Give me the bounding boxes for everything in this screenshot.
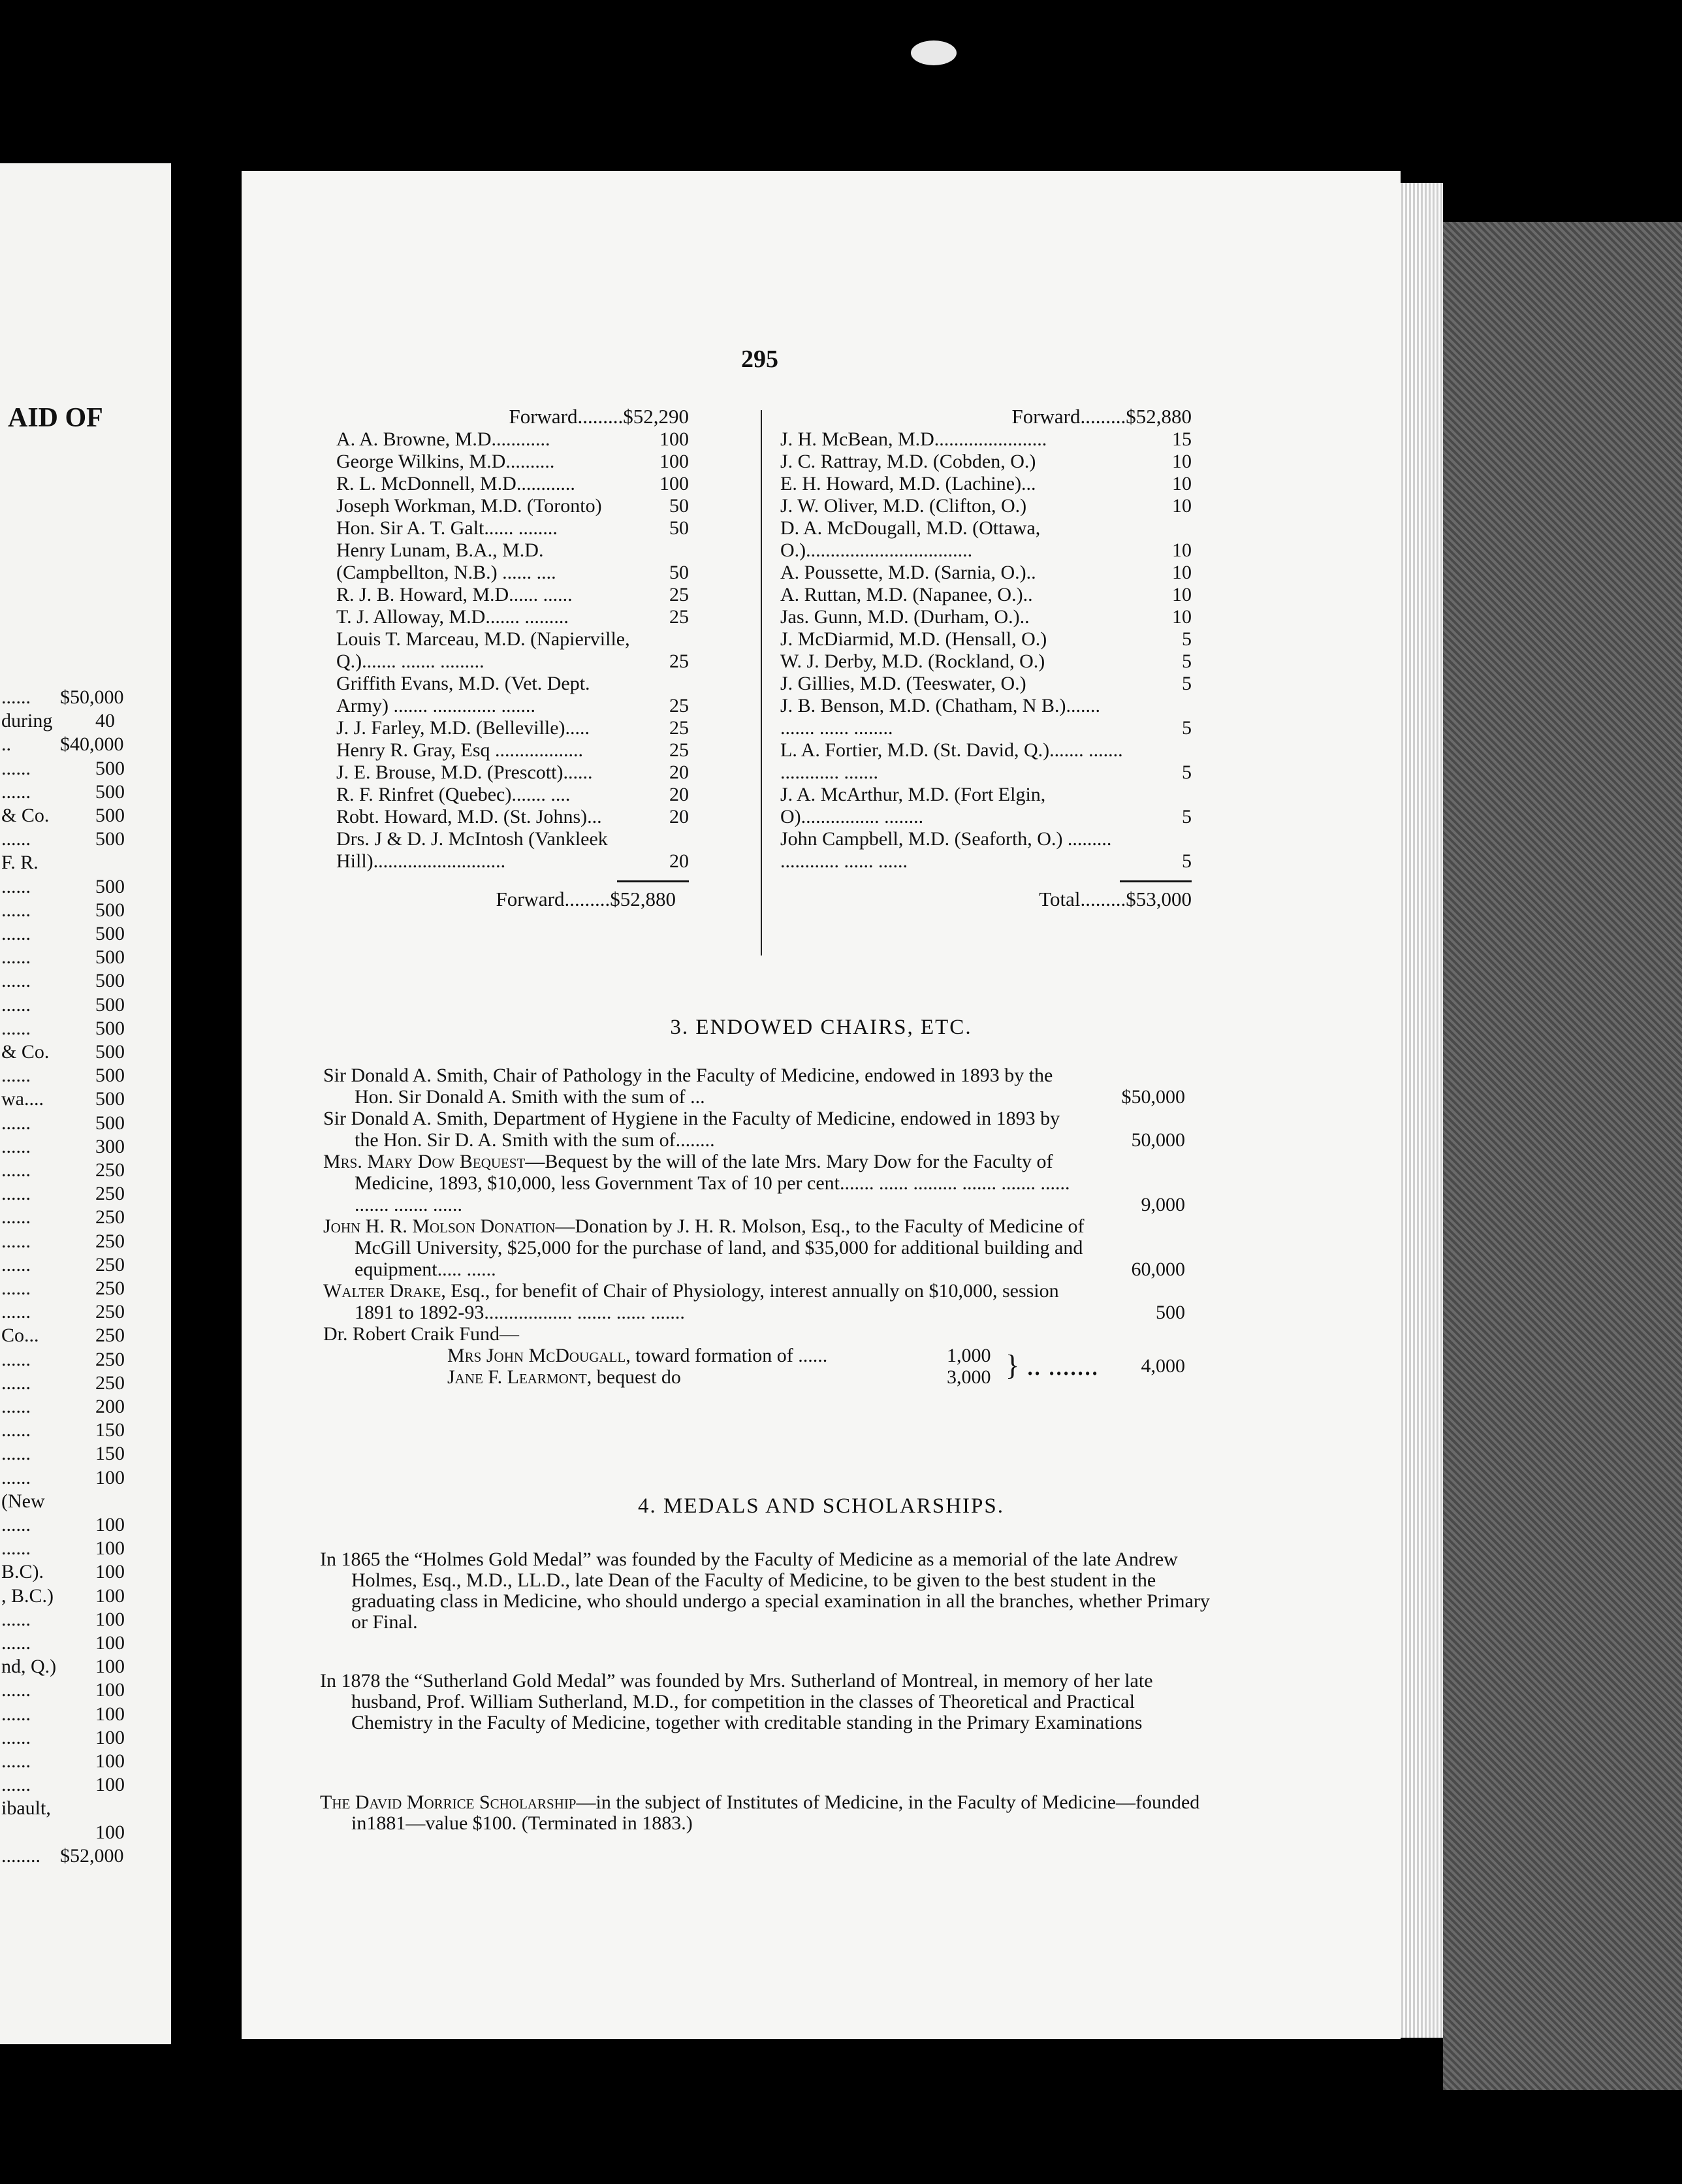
- left-page-row-text: ......: [1, 1159, 31, 1181]
- left-page-row-text: ......: [1, 1348, 31, 1370]
- forward-bottom-left: Forward.........$52,880: [496, 888, 676, 910]
- chair-amount: $50,000: [1121, 1086, 1185, 1108]
- left-page-row-value: 100: [95, 1656, 125, 1678]
- left-page-row-value: 500: [95, 1065, 125, 1087]
- book-cover: [1443, 222, 1682, 2090]
- left-page-row-value: 100: [95, 1632, 125, 1654]
- left-page-row-text: ibault,: [1, 1797, 51, 1820]
- subscriber-entry: [336, 606, 689, 628]
- subscriber-amount: 20: [669, 784, 689, 805]
- left-page-row-text: & Co.: [1, 1041, 50, 1063]
- left-page-row: [0, 733, 171, 756]
- subscriber-entry: [780, 828, 1192, 873]
- left-page-row: [0, 993, 171, 1017]
- left-page-row: [0, 1277, 171, 1300]
- left-page-row-text: ......: [1, 923, 31, 944]
- chair-text: Sir Donald A. Smith, Chair of Pathology in the Faculty of Medicine, endowed in 1893 by the Hon. Sir Donald A. Smith with the sum of ...: [323, 1065, 1053, 1108]
- subscriber-amount: 20: [669, 850, 689, 872]
- left-page-row: [0, 1087, 171, 1111]
- left-page-row: [0, 922, 171, 946]
- craik-subscriptions: [323, 1345, 1185, 1388]
- subscriber-entry: [780, 584, 1192, 606]
- right-entries: [780, 428, 1192, 873]
- left-page-row-value: 250: [95, 1301, 125, 1323]
- left-page-row-value: 250: [95, 1159, 125, 1181]
- craik-sub-item: Jane F. Learmont, bequest do 3,000: [447, 1366, 991, 1388]
- left-page-row-value: 150: [95, 1443, 125, 1465]
- subscriber-name: R. L. McDonnell, M.D............: [336, 473, 575, 494]
- left-page-row: [0, 946, 171, 969]
- left-page-row-value: $40,000: [60, 733, 124, 756]
- subscriber-entry: [780, 473, 1192, 495]
- chair-entry: [323, 1108, 1185, 1151]
- left-page-row-value: 100: [95, 1703, 125, 1725]
- sum-rule: [617, 880, 689, 882]
- endowed-chairs-list: [323, 1065, 1185, 1388]
- sutherland-medal-paragraph: In 1878 the “Sutherland Gold Medal” was founded by Mrs. Sutherland of Montreal, in memory of her late husband, Prof. William Sutherland, M.D., for competition in the classes of Theoretical and Practical Chemistry in the Faculty of Medicine, together with creditable standing in the Primary Examinations: [320, 1670, 1153, 1733]
- left-page-row-value: 200: [95, 1396, 125, 1417]
- left-page-row-text: Co...: [1, 1325, 39, 1347]
- subscriber-entry: [780, 695, 1192, 739]
- chair-text: —Bequest by the will of the late Mrs. Mary Dow for the Faculty of Medicine, 1893, $10,000, less Government Tax of 10 per cent....... ...... ......... ....... ....... ...... ....... ....... ......: [355, 1151, 1070, 1215]
- left-page-row-value: 100: [95, 1750, 125, 1772]
- chair-entry: [323, 1215, 1185, 1280]
- left-page-row: [0, 1466, 171, 1490]
- left-page-row-value: 100: [95, 1679, 125, 1701]
- chair-entry: [323, 1151, 1185, 1215]
- left-page-row-value: 40: [95, 710, 115, 732]
- left-page-row-value: 500: [95, 993, 125, 1016]
- subscriber-name: J. A. McArthur, M.D. (Fort Elgin, O)................ ........: [780, 784, 1046, 827]
- subscriber-name: J. W. Oliver, M.D. (Clifton, O.): [780, 495, 1027, 517]
- subscriber-entry: [336, 784, 689, 806]
- subscriber-name: A. Poussette, M.D. (Sarnia, O.)..: [780, 562, 1036, 583]
- left-page-row: [0, 1324, 171, 1347]
- left-page-row: [0, 1797, 171, 1820]
- chair-lead: Mrs. Mary Dow Bequest: [323, 1151, 526, 1172]
- left-page-row-text: ......: [1, 757, 31, 779]
- chair-items: [323, 1065, 1185, 1323]
- chair-entry: [323, 1280, 1185, 1323]
- subscriber-name: E. H. Howard, M.D. (Lachine)...: [780, 473, 1036, 494]
- subscriber-entry: [336, 451, 689, 473]
- chair-text: Sir Donald A. Smith, Department of Hygiene in the Faculty of Medicine, endowed in 1893 by the Hon. Sir D. A. Smith with the sum of........: [323, 1108, 1060, 1151]
- paper-speck: [911, 40, 957, 65]
- subscriber-amount: 100: [659, 428, 689, 450]
- subscriber-name: J. B. Benson, M.D. (Chatham, N B.)....... ....... ...... ........: [780, 695, 1100, 739]
- left-page-row-value: $52,000: [60, 1844, 124, 1867]
- subscriber-name: D. A. McDougall, M.D. (Ottawa, O.)..................................: [780, 517, 1041, 561]
- left-page-row-text: ......: [1, 1301, 31, 1323]
- subscriber-name: J. J. Farley, M.D. (Belleville).....: [336, 717, 590, 739]
- left-page-row: [0, 757, 171, 780]
- left-page-row-text: ..: [1, 733, 11, 756]
- left-page-row-value: 500: [95, 923, 125, 944]
- subscriber-entry: [336, 628, 689, 673]
- left-page-row: [0, 804, 171, 827]
- left-page-row: [0, 1608, 171, 1631]
- left-page-row-text: ......: [1, 780, 31, 803]
- subscriber-amount: 5: [1182, 806, 1192, 827]
- subscriber-amount: 10: [1172, 539, 1192, 561]
- left-page-row: [0, 1017, 171, 1040]
- left-page-row-text: ......: [1, 1632, 31, 1654]
- subscriber-entry: [336, 473, 689, 495]
- subscriber-name: Jas. Gunn, M.D. (Durham, O.)..: [780, 606, 1030, 628]
- subscriber-name: A. A. Browne, M.D............: [336, 428, 550, 450]
- left-page-row: [0, 1182, 171, 1206]
- left-page-row-text: ......: [1, 1703, 31, 1725]
- subscriber-amount: 25: [669, 717, 689, 739]
- subscriber-entry: [780, 495, 1192, 517]
- left-page-row-text: ......: [1, 1514, 31, 1535]
- subscription-list-left: [336, 405, 689, 911]
- subscriber-entry: [780, 562, 1192, 584]
- left-page-row: [0, 1040, 171, 1064]
- left-page-row-text: ......: [1, 1443, 31, 1465]
- left-page-row-value: 500: [95, 875, 125, 897]
- left-page-row: [0, 969, 171, 993]
- subscriber-name: J. Gillies, M.D. (Teeswater, O.): [780, 673, 1026, 694]
- left-page-row-value: 100: [95, 1514, 125, 1535]
- subscriber-amount: 50: [669, 495, 689, 517]
- left-page-row-text: ......: [1, 993, 31, 1016]
- subscriber-entry: [780, 739, 1192, 784]
- subscriber-entry: [780, 628, 1192, 650]
- left-page-row: [0, 1064, 171, 1087]
- subscriber-amount: 25: [669, 584, 689, 605]
- chair-entry: [323, 1065, 1185, 1108]
- subscriber-entry: [780, 606, 1192, 628]
- subscriber-name: Hon. Sir A. T. Galt...... ........: [336, 517, 558, 539]
- left-page-row: [0, 1253, 171, 1277]
- subscriber-name: John Campbell, M.D. (Seaforth, O.) ......... ............ ...... ......: [780, 828, 1112, 872]
- left-page-row-text: ......: [1, 1253, 31, 1276]
- left-page-row-text: ......: [1, 1726, 31, 1748]
- left-page-row: [0, 1773, 171, 1797]
- subscriber-name: J. C. Rattray, M.D. (Cobden, O.): [780, 451, 1036, 472]
- left-page-row-value: 100: [95, 1537, 125, 1560]
- left-page-row-value: 250: [95, 1253, 125, 1276]
- section-heading-medals: 4. MEDALS AND SCHOLARSHIPS.: [637, 1494, 1004, 1518]
- subscriber-entry: [336, 739, 689, 762]
- section-heading-chairs: 3. ENDOWED CHAIRS, ETC.: [670, 1016, 972, 1039]
- left-page-row: [0, 1159, 171, 1182]
- subscriber-entry: [336, 806, 689, 828]
- chair-lead: Walter Drake: [323, 1280, 441, 1302]
- craik-fund: [323, 1323, 1185, 1345]
- left-page-row: [0, 1584, 171, 1608]
- left-page-row-value: 250: [95, 1325, 125, 1347]
- left-page-row: [0, 1348, 171, 1372]
- forward-top-right: Forward.........$52,880: [1011, 405, 1192, 428]
- left-page-row-text: (New: [1, 1490, 45, 1512]
- left-page-row: [0, 780, 171, 804]
- left-page-row: [0, 851, 171, 875]
- left-page-row: [0, 1678, 171, 1702]
- subscriber-name: Henry Lunam, B.A., M.D. (Campbellton, N.B.) ...... ....: [336, 539, 556, 583]
- left-page-row-text: ......: [1, 1065, 31, 1087]
- left-page-row-value: 100: [95, 1584, 125, 1607]
- craik-amount: 4,000: [1141, 1355, 1185, 1377]
- subscriber-amount: 100: [659, 451, 689, 472]
- chair-amount: 500: [1156, 1302, 1185, 1323]
- subscriber-amount: 10: [1172, 473, 1192, 494]
- left-page-row-text: nd, Q.): [1, 1656, 57, 1678]
- left-page-row: [0, 686, 171, 709]
- subscriber-entry: [336, 517, 689, 539]
- left-page-row: [0, 1513, 171, 1537]
- left-page-row-value: 100: [95, 1561, 125, 1583]
- left-page-row-value: 150: [95, 1419, 125, 1441]
- subscriber-amount: 25: [669, 695, 689, 716]
- left-page-row: [0, 1372, 171, 1395]
- craik-label: Dr. Robert Craik Fund—: [323, 1323, 519, 1345]
- left-page-row-text: during: [1, 710, 53, 732]
- subscriber-amount: 5: [1182, 650, 1192, 672]
- left-page-row-value: 250: [95, 1230, 125, 1252]
- left-page-row-value: 100: [95, 1726, 125, 1748]
- left-page-row: [0, 1560, 171, 1584]
- left-page-row: [0, 1230, 171, 1253]
- left-page-row-value: 100: [95, 1821, 125, 1843]
- left-page-row-value: 250: [95, 1183, 125, 1205]
- left-page-row-value: 100: [95, 1774, 125, 1796]
- left-page-row-value: 250: [95, 1206, 125, 1228]
- subscriber-amount: 20: [669, 762, 689, 783]
- subscriber-amount: 10: [1172, 451, 1192, 472]
- left-page-row-text: ......: [1, 1608, 31, 1630]
- left-page-row: [0, 827, 171, 851]
- subscriber-name: Drs. J & D. J. McIntosh (Vankleek Hill)...........................: [336, 828, 608, 872]
- left-page-row: [0, 1112, 171, 1135]
- left-page-row: [0, 875, 171, 899]
- column-divider: [761, 410, 762, 956]
- left-page-row-value: 250: [95, 1277, 125, 1299]
- subscriber-name: A. Ruttan, M.D. (Napanee, O.)..: [780, 584, 1033, 605]
- left-page-row-text: ......: [1, 1206, 31, 1228]
- subscriber-amount: 25: [669, 650, 689, 672]
- left-page-row-text: & Co.: [1, 805, 50, 826]
- left-page-row: [0, 1490, 171, 1513]
- subscriber-amount: 100: [659, 473, 689, 494]
- subscriber-amount: 20: [669, 806, 689, 827]
- chair-lead: John H. R. Molson Donation: [323, 1215, 556, 1237]
- subscriber-amount: 15: [1172, 428, 1192, 450]
- subscriber-amount: 50: [669, 517, 689, 539]
- left-page-row-value: 500: [95, 757, 125, 779]
- left-page-row-text: ......: [1, 875, 31, 897]
- morrice-scholarship-paragraph: The David Morrice Scholarship—in the subject of Institutes of Medicine, in the Faculty of Medicine—founded in1881—value $100. (Terminated in 1883.): [320, 1791, 1200, 1834]
- left-page-row-text: ......: [1, 686, 31, 708]
- subscriber-name: Henry R. Gray, Esq ..................: [336, 739, 584, 761]
- left-page-row-value: 500: [95, 970, 125, 992]
- subscriber-amount: 5: [1182, 762, 1192, 783]
- subscriber-name: T. J. Alloway, M.D....... .........: [336, 606, 569, 628]
- left-page-row-text: F. R.: [1, 852, 39, 874]
- total: Total.........$53,000: [1039, 888, 1192, 910]
- subscriber-amount: 10: [1172, 584, 1192, 605]
- left-page-row: [0, 1206, 171, 1229]
- left-page-row-text: wa....: [1, 1088, 44, 1110]
- left-page-row-text: ......: [1, 1230, 31, 1252]
- left-page-row-value: 250: [95, 1348, 125, 1370]
- subscriber-entry: [780, 650, 1192, 673]
- left-page-row: [0, 1726, 171, 1750]
- subscriber-name: J. McDiarmid, M.D. (Hensall, O.): [780, 628, 1047, 650]
- left-page-row-text: ......: [1, 1396, 31, 1417]
- subscriber-amount: 5: [1182, 717, 1192, 739]
- subscriber-entry: [336, 495, 689, 517]
- subscriber-entry: [336, 428, 689, 451]
- left-page-row-text: ......: [1, 1017, 31, 1039]
- subscriber-name: Robt. Howard, M.D. (St. Johns)...: [336, 806, 602, 827]
- subscriber-name: R. F. Rinfret (Quebec)....... ....: [336, 784, 571, 805]
- left-page-row-text: ......: [1, 970, 31, 992]
- holmes-medal-paragraph: In 1865 the “Holmes Gold Medal” was founded by the Faculty of Medicine as a memorial of the late Andrew Holmes, Esq., M.D., LL.D., late Dean of the Faculty of Medicine, to be given to the best student in the graduating class in Medicine, who should undergo a special examination in all the branches, whether Primary or Final.: [320, 1549, 1210, 1633]
- subscriber-name: R. J. B. Howard, M.D...... ......: [336, 584, 573, 605]
- chair-text: —Donation by J. H. R. Molson, Esq., to the Faculty of Medicine of McGill University, $25,000 for the purchase of land, and $35,000 for additional building and equipment..... ......: [355, 1215, 1085, 1280]
- subscriber-entry: [336, 539, 689, 584]
- subscriber-amount: 10: [1172, 495, 1192, 517]
- left-page-row: [0, 1655, 171, 1678]
- page-edges: [1397, 183, 1443, 2038]
- left-page-row: [0, 1631, 171, 1655]
- subscriber-name: J. H. McBean, M.D.......................: [780, 428, 1047, 450]
- subscription-list-right: [780, 405, 1192, 911]
- subscriber-name: W. J. Derby, M.D. (Rockland, O.): [780, 650, 1045, 672]
- left-page-row: [0, 709, 171, 733]
- left-page-row-text: ......: [1, 1537, 31, 1560]
- left-page-row-text: ......: [1, 1466, 31, 1488]
- left-page-row: [0, 1703, 171, 1726]
- subscriber-name: Joseph Workman, M.D. (Toronto): [336, 495, 602, 517]
- chair-amount: 50,000: [1131, 1129, 1185, 1151]
- left-page-row-value: 500: [95, 946, 125, 969]
- subscriber-amount: 5: [1182, 628, 1192, 650]
- forward-top-left: Forward.........$52,290: [509, 405, 689, 428]
- left-page-row-text: ......: [1, 1679, 31, 1701]
- left-page-row-text: ......: [1, 946, 31, 969]
- left-page-row-value: 500: [95, 1041, 125, 1063]
- chair-amount: 60,000: [1131, 1259, 1185, 1280]
- left-page-row: [0, 1537, 171, 1560]
- subscriber-entry: [336, 673, 689, 717]
- left-page-row-text: ......: [1, 1750, 31, 1772]
- subscriber-entry: [336, 828, 689, 873]
- brace: } .. .......: [1006, 1349, 1099, 1381]
- subscriber-entry: [336, 717, 689, 739]
- left-page-row-value: $50,000: [60, 686, 124, 708]
- left-page-row: [0, 1419, 171, 1442]
- page-number: 295: [741, 345, 778, 373]
- left-page-row: [0, 1821, 171, 1844]
- left-page-row: [0, 1395, 171, 1419]
- left-page-row-text: ........: [1, 1844, 40, 1867]
- left-page-row: [0, 1135, 171, 1159]
- left-page-row-value: 500: [95, 805, 125, 826]
- left-page-row-text: , B.C.): [1, 1584, 54, 1607]
- subscriber-entry: [780, 517, 1192, 562]
- subscriber-amount: 5: [1182, 850, 1192, 872]
- left-page-row-value: 500: [95, 1017, 125, 1039]
- subscriber-amount: 5: [1182, 673, 1192, 694]
- left-page-row-text: ......: [1, 1183, 31, 1205]
- left-page-row-text: ......: [1, 899, 31, 921]
- chair-text: , Esq., for benefit of Chair of Physiology, interest annually on $10,000, session 1891 to 1892-93.................. ....... ...... .......: [355, 1280, 1059, 1323]
- left-page-row-value: 500: [95, 1088, 125, 1110]
- subscriber-entry: [780, 784, 1192, 828]
- left-page-row-text: ......: [1, 1372, 31, 1394]
- subscriber-entry: [336, 584, 689, 606]
- subscriber-entry: [336, 762, 689, 784]
- subscriber-amount: 25: [669, 739, 689, 761]
- subscriber-name: Louis T. Marceau, M.D. (Napierville, Q.)....... ....... .........: [336, 628, 630, 672]
- left-page-row-value: 500: [95, 899, 125, 921]
- chair-amount: 9,000: [1141, 1194, 1185, 1215]
- left-page-row-text: ......: [1, 828, 31, 850]
- craik-sub-item: Mrs John McDougall, toward formation of ...... 1,000: [447, 1345, 991, 1366]
- left-page-row: [0, 1750, 171, 1773]
- subscriber-name: Griffith Evans, M.D. (Vet. Dept. Army) ....... ............. .......: [336, 673, 590, 716]
- left-page-row-value: 300: [95, 1135, 125, 1157]
- subscriber-entry: [780, 673, 1192, 695]
- left-page-row: [0, 1844, 171, 1868]
- subscriber-amount: 50: [669, 562, 689, 583]
- left-page-row-text: B.C).: [1, 1561, 44, 1583]
- left-page-row-value: 250: [95, 1372, 125, 1394]
- left-page-row-text: ......: [1, 1112, 31, 1134]
- left-page-row: [0, 899, 171, 922]
- subscriber-name: George Wilkins, M.D..........: [336, 451, 555, 472]
- left-page-row-value: 100: [95, 1608, 125, 1630]
- left-page-row-value: 500: [95, 780, 125, 803]
- left-page-row-value: 500: [95, 1112, 125, 1134]
- left-page-fragment: [0, 163, 171, 2044]
- left-entries: [336, 428, 689, 873]
- left-page-row: [0, 1300, 171, 1324]
- subscriber-name: J. E. Brouse, M.D. (Prescott)......: [336, 762, 593, 783]
- left-page-heading: AID OF: [8, 403, 103, 433]
- subscriber-entry: [780, 428, 1192, 451]
- subscriber-amount: 10: [1172, 606, 1192, 628]
- subscriber-name: L. A. Fortier, M.D. (St. David, Q.)....... ....... ............ .......: [780, 739, 1123, 783]
- subscriber-amount: 25: [669, 606, 689, 628]
- left-page-row-text: ......: [1, 1277, 31, 1299]
- left-page-row: [0, 1442, 171, 1466]
- left-page-row-value: 500: [95, 828, 125, 850]
- subscriber-amount: 10: [1172, 562, 1192, 583]
- sum-rule: [1120, 880, 1192, 882]
- left-page-row-text: ......: [1, 1419, 31, 1441]
- left-page-row-text: ......: [1, 1774, 31, 1796]
- subscriber-entry: [780, 451, 1192, 473]
- left-page-row-value: 100: [95, 1466, 125, 1488]
- left-page-row-text: ......: [1, 1135, 31, 1157]
